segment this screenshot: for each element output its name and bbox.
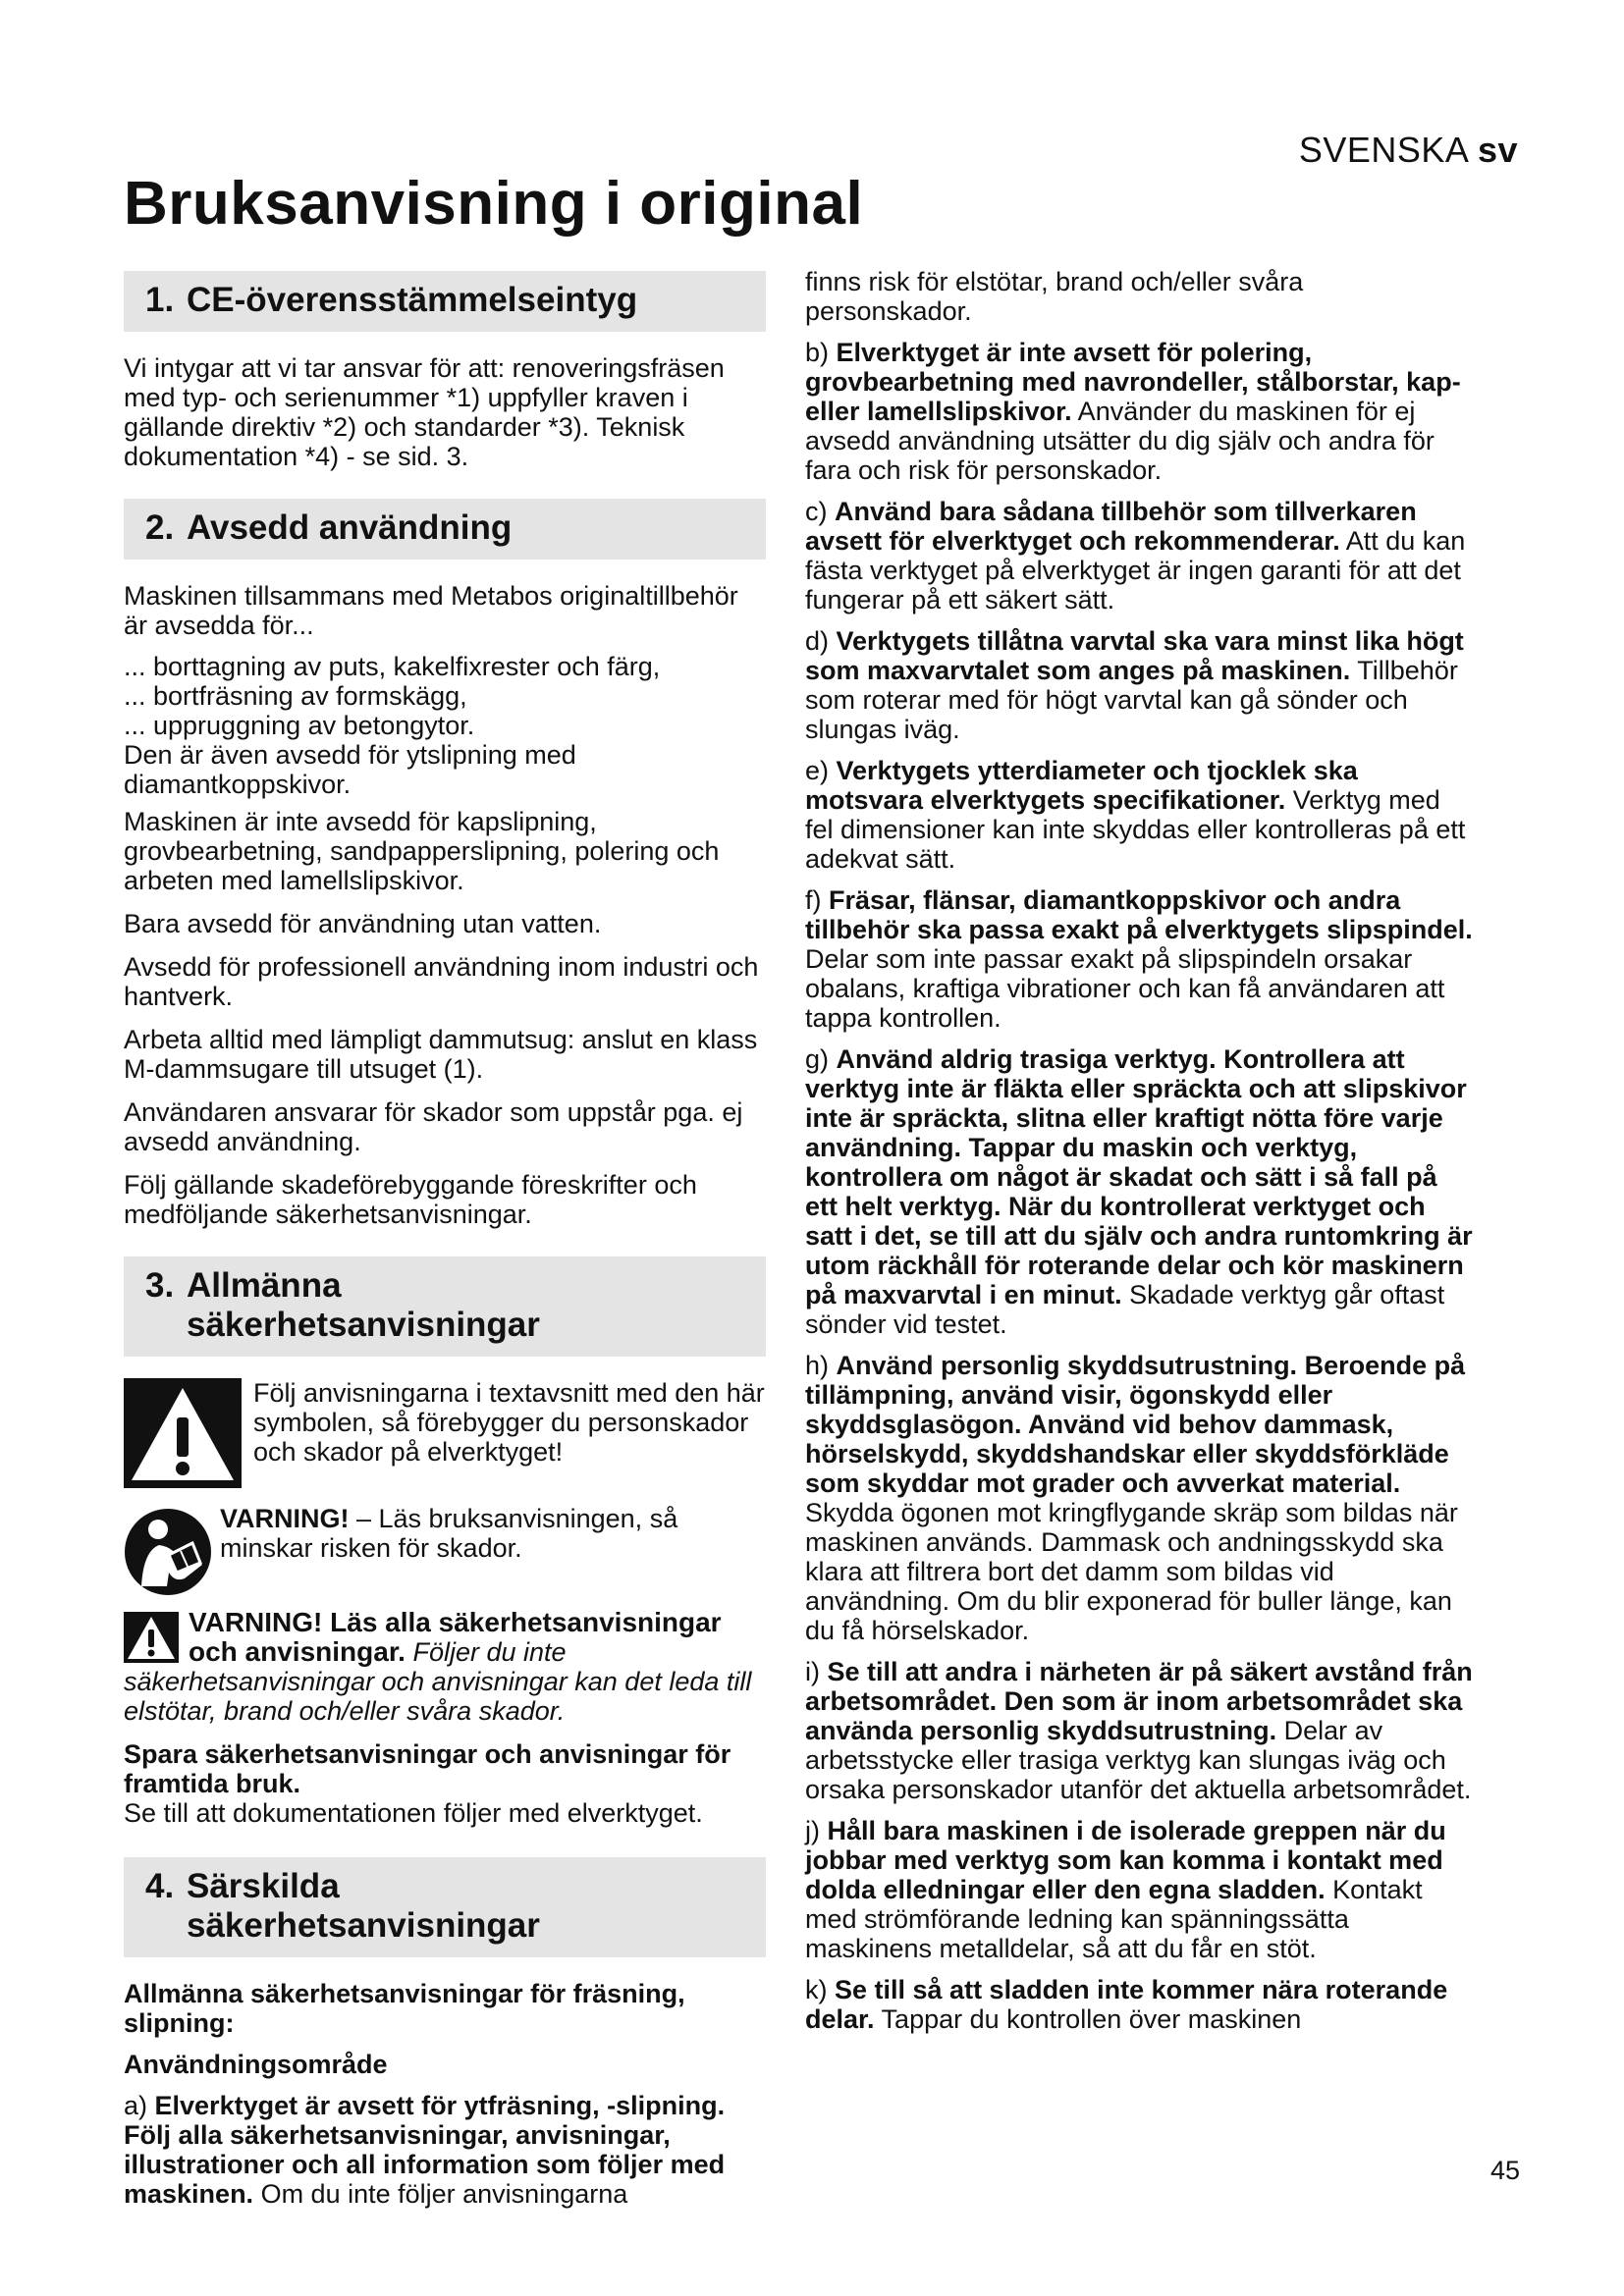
intended-use-also: Den är även avsedd för ytslipning med diamantkoppskivor. xyxy=(124,740,576,799)
item-f-bold: Fräsar, flänsar, diamantkoppskivor och andra tillbehör ska passa exakt på elverktygets slipspindel. xyxy=(805,885,1473,944)
section-2-heading xyxy=(124,499,766,560)
item-a-bold: Elverktyget är avsett för ytfräsning, -slipning. Följ alla säkerhetsanvisningar, anvisningar, illustrationer och all information som följer med maskinen. xyxy=(124,2091,726,2209)
item-d-bold: Verktygets tillåtna varvtal ska vara minst lika högt som maxvarvtalet som anges på maskinen. xyxy=(805,626,1464,685)
intended-use-not-for: Maskinen är inte avsedd för kapslipning, grovbearbetning, sandpapperslipning, polering och arbeten med lamellslipskivor. xyxy=(124,807,720,895)
section-1-title: CE-överensstämmelseintyg xyxy=(187,281,638,319)
section-3-heading xyxy=(124,1256,766,1357)
item-h-bold: Använd personlig skyddsutrustning. Beroende på tillämpning, använd visir, ögonskydd eller skyddsglasögon. Använd vid behov dammask, hörselskydd, skyddshandskar eller skyddsförkläde som skyddar mot grader och avverkat material. xyxy=(805,1351,1466,1498)
item-a xyxy=(124,2091,766,2209)
item-g-label: g) xyxy=(805,1044,837,1074)
use-list-item-3: ... uppruggning av betongytor. xyxy=(124,711,475,740)
item-f-label: f) xyxy=(805,885,829,915)
item-g-bold: Använd aldrig trasiga verktyg. Kontrollera att verktyg inte är fläkta eller spräckta och att slipskivor inte är spräckta, slitna eller kraftigt nötta före varje användning. Tappar du maskin och verktyg, kontrollera om något är skadat och sätt i så fall på ett helt verktyg. När du kontrollerat verktyget och satt i det, se till att du själv och andra runtomkring är utom räckhåll för roterande delar och kör maskinern på maxvarvtal i en minut. xyxy=(805,1044,1473,1309)
item-i-label: i) xyxy=(805,1657,828,1686)
item-e-text: Verktyg med fel dimensioner kan inte skyddas eller kontrolleras på ett adekvat sätt. xyxy=(805,785,1466,874)
section-1-number: 1. xyxy=(145,281,175,319)
item-k-bold: Se till så att sladden inte kommer nära roterande delar. xyxy=(805,1975,1448,2034)
item-h xyxy=(805,1351,1473,1645)
item-e-bold: Verktygets ytterdiameter och tjocklek ska motsvara elverktygets specifikationer. xyxy=(805,756,1358,815)
read-manual-warning xyxy=(124,1502,766,1596)
page-title: Bruksanvisning i original xyxy=(124,170,864,238)
item-i-bold: Se till att andra i närheten är på säkert avstånd från arbetsområdet. Den som är inom arbetsområdet ska använda personlig skyddsutrustning. xyxy=(805,1657,1473,1745)
read-manual-text xyxy=(220,1504,766,1563)
warning-triangle-small-icon xyxy=(124,1612,179,1663)
item-b-text: Använder du maskinen för ej avsedd användning utsätter du dig själv och andra för fara och risk för personskador. xyxy=(805,397,1435,485)
item-i xyxy=(805,1657,1473,1804)
item-d xyxy=(805,626,1473,744)
item-b xyxy=(805,338,1473,485)
item-j xyxy=(805,1816,1473,1963)
read-all-warning xyxy=(124,1608,766,1726)
right-column xyxy=(805,267,1473,2046)
use-list-item-2: ... bortfräsning av formskägg, xyxy=(124,681,467,711)
item-c-text: Att du kan fästa verktyget på elverktyget är ingen garanti för att det fungerar på ett säkert sätt. xyxy=(805,526,1466,614)
item-h-label: h) xyxy=(805,1351,837,1380)
intended-use-dust: Arbeta alltid med lämpligt dammutsug: anslut en klass M-dammsugare till utsuget (1). xyxy=(124,1025,758,1084)
read-manual-icon xyxy=(124,1508,212,1596)
item-c xyxy=(805,497,1473,614)
item-g-text: Skadade verktyg går oftast sönder vid testet. xyxy=(805,1280,1445,1339)
item-e-label: e) xyxy=(805,756,837,785)
item-j-text: Kontakt med strömförande ledning kan spänningssätta maskinens metalldelar, så att du får en stöt. xyxy=(805,1875,1423,1963)
item-b-bold: Elverktyget är inte avsett för polering, grovbearbetning med navrondeller, stålborstar, kap- eller lamellslipskivor. xyxy=(805,338,1461,426)
application-area-heading: Användningsområde xyxy=(124,2050,388,2079)
section-4-title-line2: säkerhetsanvisningar xyxy=(187,1906,540,1945)
save-instructions-text: Se till att dokumentationen följer med elverktyget. xyxy=(124,1798,703,1828)
read-manual-warning-body: – Läs bruksanvisningen, så minskar risken för skador. xyxy=(220,1504,678,1563)
language-name: SVENSKA xyxy=(1298,130,1468,170)
intended-use-intro: Maskinen tillsammans med Metabos originaltillbehör är avsedda för... xyxy=(124,581,738,640)
warning-triangle-icon xyxy=(124,1378,242,1488)
item-j-bold: Håll bara maskinen i de isolerade greppen när du jobbar med verktyg som kan komma i kontakt med dolda elledningar eller den egna sladden. xyxy=(805,1816,1446,1904)
section-3-number: 3. xyxy=(145,1266,175,1305)
read-all-warning-body: Följer du inte säkerhetsanvisningar och anvisningar kan det leda till elstötar, brand och/eller svåra skador. xyxy=(124,1637,752,1726)
save-instructions-heading: Spara säkerhetsanvisningar och anvisningar för framtida bruk. xyxy=(124,1739,731,1798)
item-b-label: b) xyxy=(805,338,837,367)
item-c-label: c) xyxy=(805,497,835,526)
item-c-bold: Använd bara sådana tillbehör som tillverkaren avsett för elverktyget och rekommenderar. xyxy=(805,497,1417,556)
read-manual-warning-label: VARNING! xyxy=(220,1504,350,1533)
item-k-text: Tappar du kontrollen över maskinen xyxy=(874,2004,1302,2034)
intended-use-professional: Avsedd för professionell användning inom industri och hantverk. xyxy=(124,952,759,1011)
intended-use-rules: Följ gällande skadeförebyggande föreskrifter och medföljande säkerhetsanvisningar. xyxy=(124,1170,697,1229)
item-a-continuation: finns risk för elstötar, brand och/eller svåra personskador. xyxy=(805,267,1304,326)
item-f-text: Delar som inte passar exakt på slipspindeln orsakar obalans, kraftiga vibrationer och kan få användaren att tappa kontrollen. xyxy=(805,944,1445,1033)
item-k xyxy=(805,1975,1473,2034)
use-list-item-1: ... borttagning av puts, kakelfixrester och färg, xyxy=(124,652,661,681)
section-4-title-line1: Särskilda xyxy=(187,1867,340,1905)
item-d-text: Tillbehör som roterar med för högt varvtal kan gå sönder och slungas iväg. xyxy=(805,656,1458,744)
item-a-label: a) xyxy=(124,2091,155,2120)
language-code: sv xyxy=(1477,130,1518,170)
general-milling-heading: Allmänna säkerhetsanvisningar för fräsning, slipning: xyxy=(124,1979,685,2038)
section-3-title-line2: säkerhetsanvisningar xyxy=(187,1306,540,1344)
intended-use-water: Bara avsedd för användning utan vatten. xyxy=(124,909,602,938)
page-number: 45 xyxy=(1489,2156,1520,2185)
item-e xyxy=(805,756,1473,874)
left-column xyxy=(124,271,766,2216)
item-g xyxy=(805,1044,1473,1339)
read-all-warning-label: VARNING! Läs alla säkerhetsanvisningar och anvisningar. xyxy=(189,1607,722,1667)
item-a-text: Om du inte följer anvisningarna xyxy=(253,2179,628,2209)
warning-symbol-block xyxy=(124,1378,766,1488)
item-i-text: Delar av arbetsstycke eller trasiga verktyg kan slungas iväg och orsaka personskador utanför det aktuella arbetsområdet. xyxy=(805,1716,1472,1804)
item-h-text: Skydda ögonen mot kringflygande skräp som bildas när maskinen används. Dammask och andningsskydd ska klara att filtrera bort det damm som bildas vid användning. Om du blir exponerad för buller länge, kan du få hörselskador. xyxy=(805,1498,1458,1645)
section-2-number: 2. xyxy=(145,508,175,547)
ce-declaration-text: Vi intygar att vi tar ansvar för att: renoveringsfräsen med typ- och serienummer *1) uppfyller kraven i gällande direktiv *2) och standarder *3). Teknisk dokumentation *4) - se sid. 3. xyxy=(124,353,725,471)
item-k-label: k) xyxy=(805,1975,835,2004)
section-1-heading xyxy=(124,271,766,332)
language-label xyxy=(1299,130,1518,171)
intended-use-liability: Användaren ansvarar för skador som uppstår pga. ej avsedd användning. xyxy=(124,1097,743,1156)
section-4-heading xyxy=(124,1857,766,1957)
section-3-title-line1: Allmänna xyxy=(187,1266,342,1305)
section-4-number: 4. xyxy=(145,1867,175,1905)
symbol-explanation: Följ anvisningarna i textavsnitt med den här symbolen, så förebygger du personskador och skador på elverktyget! xyxy=(253,1378,765,1467)
item-j-label: j) xyxy=(805,1816,828,1845)
item-d-label: d) xyxy=(805,626,837,656)
item-f xyxy=(805,885,1473,1033)
section-2-title: Avsedd användning xyxy=(187,508,513,547)
